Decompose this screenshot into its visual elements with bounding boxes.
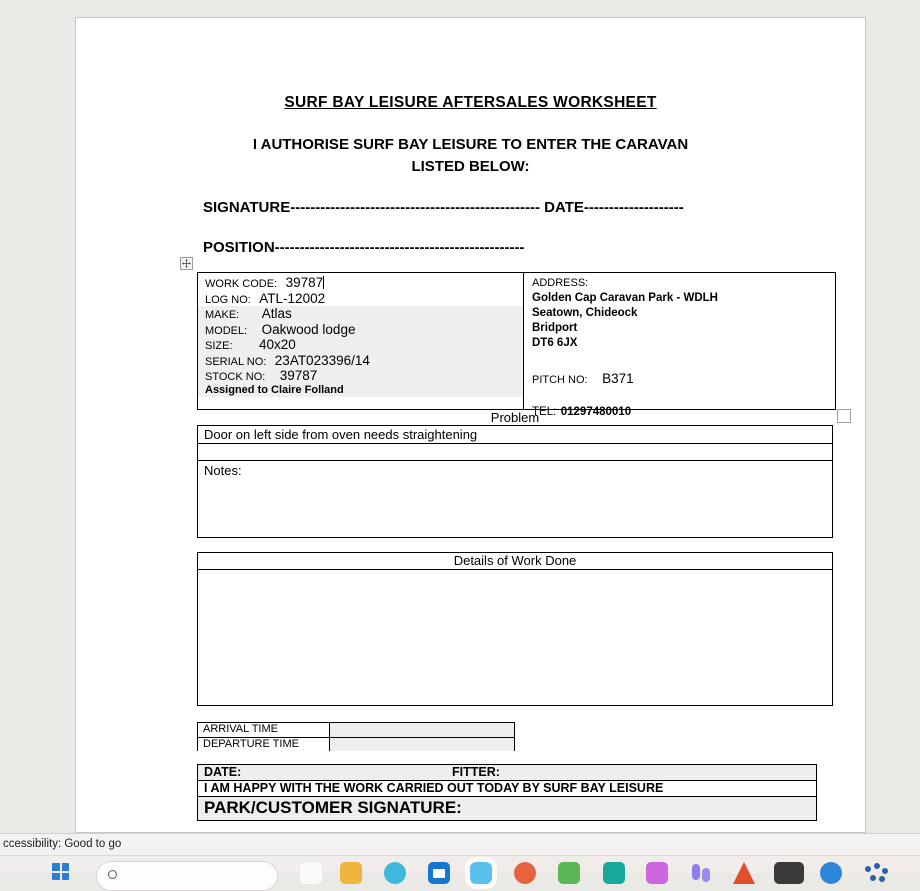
work-code-row [198,275,523,291]
tel-label: TEL: [532,406,557,418]
pitch-label: PITCH NO: [532,374,588,386]
teams-icon[interactable] [603,862,625,884]
departure-row [198,737,514,751]
copilot-icon[interactable] [384,862,406,884]
pitch-value: B371 [602,371,634,386]
authorise-line-1: I AUTHORISE SURF BAY LEISURE TO ENTER THE CARAVAN [252,136,689,153]
address-cell[interactable] [524,273,835,418]
stock-no-row [198,368,523,384]
edge-icon[interactable] [820,862,842,884]
address-label: ADDRESS: [532,277,589,289]
excel-icon[interactable] [558,862,580,884]
date-fitter-row[interactable] [198,765,816,781]
problem-header: Problem [490,410,540,425]
date-label: DATE: [204,765,242,779]
file-explorer-icon[interactable] [340,862,362,884]
work-done-header: Details of Work Done [198,553,832,570]
model-label: MODEL: [205,324,248,337]
position-line: POSITION-------------------------------------------------- [203,239,525,256]
stock-no-value: 39787 [279,368,318,383]
work-code-value: 39787 [285,275,324,290]
app-purple-bars-icon[interactable] [690,862,712,884]
log-no-row [198,291,523,307]
make-row [198,306,523,322]
log-no-label: LOG NO: [205,293,251,306]
arrival-time-label: ARRIVAL TIME [198,723,330,737]
serial-no-row [198,353,523,369]
notes-cell[interactable]: Notes: [204,463,242,478]
table-resize-handle[interactable] [837,409,851,423]
address-line-4: DT6 6JX [532,337,578,349]
address-line-1: Golden Cap Caravan Park - WDLH [532,292,718,304]
serial-no-label: SERIAL NO: [205,355,267,368]
envelope-icon [433,869,445,878]
pitch-row [532,370,835,388]
address-line-2: Seatown, Chideock [532,307,638,319]
windows-taskbar [0,855,920,873]
model-value: Oakwood lodge [261,321,356,337]
times-table [197,722,515,751]
move-arrows-icon [182,259,191,268]
work-done-table [197,552,833,706]
work-done-body-cell[interactable] [198,570,832,705]
size-label: SIZE: [205,340,233,352]
serial-no-value: 23AT023396/14 [274,352,370,368]
app-dark-icon[interactable] [774,862,804,884]
document-title: SURF BAY LEISURE AFTERSALES WORKSHEET [284,94,657,111]
sign-off-table [197,764,817,821]
outlook-icon[interactable] [428,862,450,884]
departure-time-value-cell[interactable] [330,738,514,751]
arrival-time-value-cell[interactable] [330,723,514,737]
start-button[interactable] [52,863,69,880]
make-value: Atlas [261,306,292,321]
active-app-icon[interactable] [470,862,492,884]
caravan-details-cell[interactable] [198,273,524,409]
happy-statement: I AM HAPPY WITH THE WORK CARRIED OUT TODAY BY SURF BAY LEISURE [198,781,816,797]
taskbar-icons [0,856,920,873]
size-row [198,337,523,353]
app-dots-icon[interactable] [864,862,886,884]
problem-empty-cell[interactable] [198,444,832,461]
document-page[interactable] [75,17,866,833]
departure-time-label: DEPARTURE TIME [198,738,330,751]
problem-text-cell[interactable]: Door on left side from oven needs straightening [198,426,832,444]
address-line-3: Bridport [532,322,578,334]
arrival-row [198,723,514,737]
table-move-handle-icon[interactable] [180,257,193,270]
make-label: MAKE: [205,309,240,321]
problem-table [197,425,833,538]
app-triangle-icon[interactable] [733,862,755,884]
tel-value: 01297480010 [560,406,632,418]
powerpoint-icon[interactable] [514,862,536,884]
app-magenta-icon[interactable] [646,862,668,884]
accessibility-status[interactable]: ccessibility: Good to go [3,838,122,850]
authorise-line-2: LISTED BELOW: [411,158,530,175]
search-box[interactable] [96,861,278,891]
work-code-label: WORK CODE: [205,278,278,290]
park-customer-signature-label[interactable]: PARK/CUSTOMER SIGNATURE: [198,797,816,820]
log-no-value: ATL-12002 [259,290,326,306]
fitter-label: FITTER: [452,765,500,779]
widgets-icon[interactable] [300,862,322,884]
size-value: 40x20 [258,337,296,352]
text-cursor [323,276,324,289]
signature-date-line: SIGNATURE-------------------------------------------------- DATE-------------------- [203,199,684,216]
word-status-bar [0,833,920,855]
model-row [198,322,523,338]
stock-no-label: STOCK NO: [205,371,266,383]
assigned-row: Assigned to Claire Folland [198,384,523,397]
